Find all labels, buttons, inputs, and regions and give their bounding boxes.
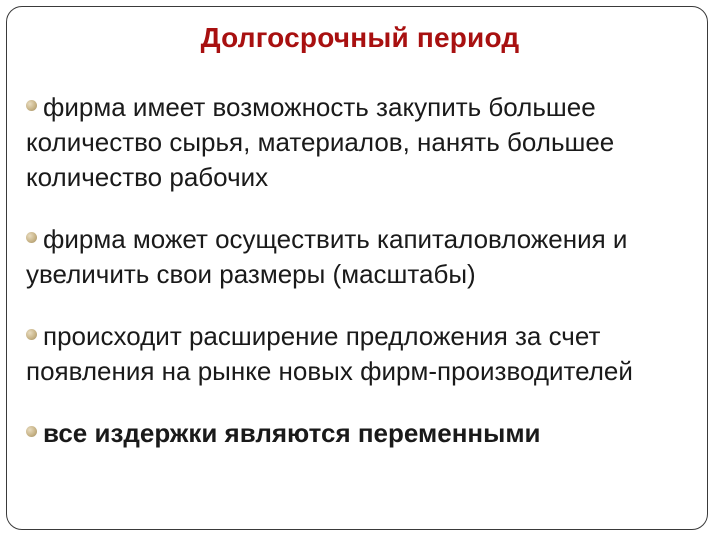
bullet-item-1 <box>26 90 698 195</box>
bullet-item-4 <box>26 416 698 451</box>
bullet-text-3: происходит расширение предложения за счет появления на рынке новых фирм-производителей <box>26 321 633 386</box>
bullet-text-1: фирма имеет возможность закупить большее количество сырья, материалов, нанять большее количество рабочих <box>26 92 615 192</box>
slide-title: Долгосрочный период <box>200 22 520 53</box>
bullet-dot-icon <box>26 329 37 340</box>
bullet-dot-icon <box>26 100 37 111</box>
bullet-list <box>26 90 698 478</box>
bullet-text-4: все издержки являются переменными <box>43 418 541 448</box>
bullet-dot-icon <box>26 426 37 437</box>
bullet-item-2 <box>26 222 698 292</box>
bullet-dot-icon <box>26 232 37 243</box>
bullet-item-3 <box>26 319 698 389</box>
bullet-text-2: фирма может осуществить капиталовложения и увеличить свои размеры (масштабы) <box>26 224 628 289</box>
